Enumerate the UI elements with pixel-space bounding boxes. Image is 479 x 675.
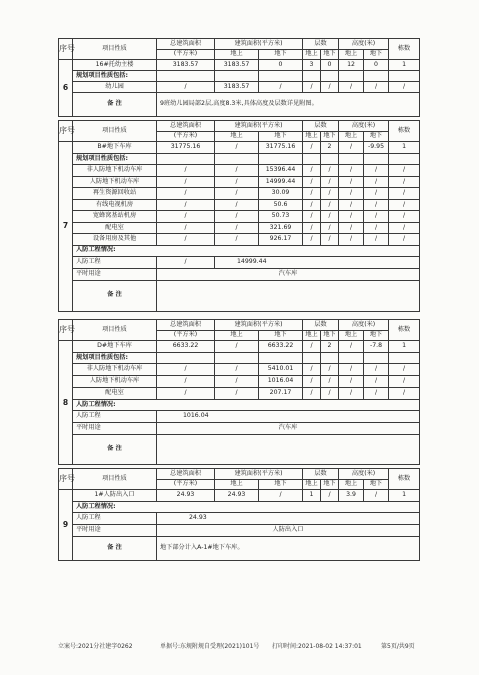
- header-height: 高度(米): [339, 320, 389, 331]
- cell-height-below: /: [364, 376, 389, 388]
- cell-count: /: [389, 199, 420, 211]
- cell-count: /: [389, 234, 420, 246]
- header-floors-below: 地下: [321, 50, 339, 60]
- header-area: 建筑面积(平方米): [215, 39, 303, 50]
- cell-total: /: [157, 199, 215, 211]
- header-nature: 项目性质: [73, 469, 157, 490]
- cell-below: 0: [259, 60, 303, 71]
- cell-floors-above: /: [303, 341, 321, 353]
- cell-height-below: /: [364, 165, 389, 177]
- table-row: [59, 60, 420, 71]
- cell-below: 1016.04: [259, 376, 303, 388]
- table-row: [59, 376, 420, 388]
- cell-floors-below: 2: [321, 341, 339, 353]
- header-height-below: 地下: [364, 50, 389, 60]
- cell-height-above: /: [339, 142, 364, 154]
- peacetime-label: 平时用途: [73, 423, 157, 435]
- cd-area: 14999.44: [215, 256, 420, 268]
- cell-below: 50.6: [259, 199, 303, 211]
- cd-project-label: 人防工程: [73, 513, 157, 525]
- cell-below: 321.69: [259, 222, 303, 234]
- header-floors-above: 地上: [303, 50, 321, 60]
- cell-total: 31775.16: [157, 142, 215, 154]
- header-seq: 序号: [59, 469, 73, 490]
- cell-height-above: /: [339, 376, 364, 388]
- cell-height-above: 3.9: [339, 490, 364, 502]
- header-nature: 项目性质: [73, 39, 157, 60]
- header-below: 地下: [259, 331, 303, 341]
- header-nature: 项目性质: [73, 121, 157, 142]
- cell-floors-below: /: [321, 222, 339, 234]
- cell-total: 6633.22: [157, 341, 215, 353]
- cell-count: /: [389, 188, 420, 200]
- cell-below: 926.17: [259, 234, 303, 246]
- cell-below: 6633.22: [259, 341, 303, 353]
- seq-number: 9: [59, 490, 73, 561]
- remarks-label: 备 注: [73, 280, 157, 311]
- cell-below: 15396.44: [259, 165, 303, 177]
- header-seq: 序号: [59, 39, 73, 60]
- cell-floors-above: /: [303, 376, 321, 388]
- table-row: [59, 423, 420, 435]
- cell-floors-above: /: [303, 176, 321, 188]
- cell-floors-below: /: [321, 176, 339, 188]
- table-row: [59, 188, 420, 200]
- remarks-label: 备 注: [73, 537, 157, 561]
- cell-floors-below: /: [321, 234, 339, 246]
- cell-height-below: /: [364, 82, 389, 93]
- header-seq: 序号: [59, 121, 73, 142]
- cell-above: 3183.57: [215, 60, 259, 71]
- building-name: B#地下车库: [73, 142, 157, 154]
- footer-filing-number: 立案号:2021分社建字0262: [58, 643, 133, 650]
- table-block-8: [58, 319, 420, 465]
- cell-height-above: /: [339, 364, 364, 376]
- cell-count: 1: [389, 341, 420, 353]
- peacetime-label: 平时用途: [73, 268, 157, 280]
- header-height-above: 地上: [339, 331, 364, 341]
- cell-count: /: [389, 376, 420, 388]
- cell-count: /: [389, 176, 420, 188]
- header-above: 地上: [215, 50, 259, 60]
- cell-height-above: /: [339, 82, 364, 93]
- cell-height-below: /: [364, 222, 389, 234]
- cell-total: /: [157, 376, 215, 388]
- table-row: [59, 388, 420, 400]
- cd-total: /: [157, 256, 215, 268]
- table-row: [59, 256, 420, 268]
- cell-below: /: [259, 490, 303, 502]
- cell-below: 14999.44: [259, 176, 303, 188]
- cell-below: 50.73: [259, 211, 303, 223]
- header-floors: 层数: [303, 121, 339, 132]
- header-seq: 序号: [59, 320, 73, 341]
- footer-page-number: 第5页/共9页: [381, 643, 415, 650]
- table-row: [59, 411, 420, 423]
- cell-above: /: [215, 388, 259, 400]
- cell-height-below: /: [364, 199, 389, 211]
- cell-height-above: /: [339, 199, 364, 211]
- header-area: 建筑面积(平方米): [215, 469, 303, 480]
- header-floors: 层数: [303, 469, 339, 480]
- header-floors-above: 地上: [303, 480, 321, 490]
- cell-above: /: [215, 211, 259, 223]
- remarks-label: 备 注: [73, 93, 157, 117]
- header-height-above: 地上: [339, 132, 364, 142]
- peacetime-use: 汽车库: [157, 268, 420, 280]
- cell-floors-below: /: [321, 82, 339, 93]
- cell-count: /: [389, 82, 420, 93]
- remarks-text: [157, 280, 420, 311]
- header-count: 栋数: [389, 39, 420, 60]
- cell-height-below: /: [364, 364, 389, 376]
- cell-height-below: /: [364, 490, 389, 502]
- cell-total: /: [157, 188, 215, 200]
- header-total-unit: (平方米): [157, 480, 215, 490]
- header-height-above: 地上: [339, 50, 364, 60]
- table-block-7: [58, 120, 420, 312]
- cell-height-above: /: [339, 341, 364, 353]
- table-row: [59, 211, 420, 223]
- cell-floors-below: /: [321, 388, 339, 400]
- seq-number: 6: [59, 60, 73, 117]
- header-height: 高度(米): [339, 469, 389, 480]
- remarks-text: [157, 435, 420, 465]
- cell-count: 1: [389, 490, 420, 502]
- cell-height-above: /: [339, 234, 364, 246]
- header-count: 栋数: [389, 320, 420, 341]
- header-total: 总建筑面积: [157, 39, 215, 50]
- cell-floors-below: 0: [321, 60, 339, 71]
- table-row: [59, 222, 420, 234]
- table-row: [59, 199, 420, 211]
- cell-name: 人防地下机动车库: [73, 376, 157, 388]
- cell-total: /: [157, 82, 215, 93]
- cell-height-above: /: [339, 188, 364, 200]
- cell-height-above: 12: [339, 60, 364, 71]
- cell-above: /: [215, 376, 259, 388]
- peacetime-label: 平时用途: [73, 525, 157, 537]
- cell-total: /: [157, 165, 215, 177]
- cell-height-below: /: [364, 176, 389, 188]
- cell-name: 再生资源回收站: [73, 188, 157, 200]
- cell-total: /: [157, 176, 215, 188]
- header-floors-above: 地上: [303, 132, 321, 142]
- plan-include-label: 规划项目性质包括:: [73, 154, 157, 165]
- header-height: 高度(米): [339, 39, 389, 50]
- cell-above: /: [215, 234, 259, 246]
- cell-below: 207.17: [259, 388, 303, 400]
- cell-above: /: [215, 176, 259, 188]
- header-total: 总建筑面积: [157, 469, 215, 480]
- cell-floors-above: /: [303, 199, 321, 211]
- table-row: [59, 364, 420, 376]
- header-below: 地下: [259, 480, 303, 490]
- cell-total: 3183.57: [157, 60, 215, 71]
- header-floors: 层数: [303, 39, 339, 50]
- header-above: 地上: [215, 132, 259, 142]
- remarks-text: 9班幼儿园局部2层,高度8.3米,具体高度及层数详见附图。: [157, 93, 420, 117]
- cell-name: 非人防地下机动车库: [73, 165, 157, 177]
- table-row: [59, 341, 420, 353]
- cell-below: 30.09: [259, 188, 303, 200]
- cell-floors-below: /: [321, 490, 339, 502]
- cell-total: /: [157, 364, 215, 376]
- cell-total: /: [157, 388, 215, 400]
- cell-height-above: /: [339, 176, 364, 188]
- footer-document-number: 单据号:东规附规自受理(2021)101号: [160, 643, 260, 650]
- building-name: 1#人防出入口: [73, 490, 157, 502]
- header-floors-below: 地下: [321, 480, 339, 490]
- cell-name: 幼儿园: [73, 82, 157, 93]
- cell-total: /: [157, 234, 215, 246]
- cell-floors-below: /: [321, 199, 339, 211]
- table-block-9: [58, 468, 420, 561]
- peacetime-use: 汽车库: [157, 423, 420, 435]
- cd-area: 24.93: [157, 513, 420, 525]
- header-floors: 层数: [303, 320, 339, 331]
- table-row: [59, 142, 420, 154]
- header-height-below: 地下: [364, 331, 389, 341]
- cell-name: 配电室: [73, 222, 157, 234]
- cell-above: 3183.57: [215, 82, 259, 93]
- peacetime-use: 人防出入口: [157, 525, 420, 537]
- seq-number: 7: [59, 142, 73, 312]
- cell-floors-above: /: [303, 165, 321, 177]
- plan-include-label: 规划项目性质包括:: [73, 353, 157, 364]
- cell-floors-above: 1: [303, 490, 321, 502]
- cell-total: /: [157, 211, 215, 223]
- cell-floors-above: /: [303, 82, 321, 93]
- cd-area: 1016.04: [157, 411, 420, 423]
- cd-project-label: 人防工程: [73, 256, 157, 268]
- cell-count: /: [389, 222, 420, 234]
- cell-count: 1: [389, 142, 420, 154]
- cell-name: 人防地下机动车库: [73, 176, 157, 188]
- cell-height-above: /: [339, 211, 364, 223]
- cell-count: /: [389, 388, 420, 400]
- header-above: 地上: [215, 331, 259, 341]
- cell-name: 有线电视机房: [73, 199, 157, 211]
- cell-floors-above: /: [303, 142, 321, 154]
- cell-name: 配电室: [73, 388, 157, 400]
- table-block-6: [58, 38, 420, 117]
- cell-floors-above: /: [303, 211, 321, 223]
- header-total-unit: (平方米): [157, 331, 215, 341]
- cell-above: /: [215, 222, 259, 234]
- cell-above: /: [215, 341, 259, 353]
- header-area: 建筑面积(平方米): [215, 121, 303, 132]
- civil-defense-label: 人防工程情况:: [73, 502, 420, 513]
- header-area: 建筑面积(平方米): [215, 320, 303, 331]
- header-count: 栋数: [389, 121, 420, 142]
- cell-floors-below: /: [321, 211, 339, 223]
- cell-height-below: -9.95: [364, 142, 389, 154]
- cell-count: /: [389, 364, 420, 376]
- header-above: 地上: [215, 480, 259, 490]
- cd-project-label: 人防工程: [73, 411, 157, 423]
- cell-height-below: /: [364, 188, 389, 200]
- cell-floors-above: /: [303, 234, 321, 246]
- cell-floors-above: 3: [303, 60, 321, 71]
- cell-count: 1: [389, 60, 420, 71]
- header-floors-below: 地下: [321, 132, 339, 142]
- cell-floors-below: /: [321, 376, 339, 388]
- cell-count: /: [389, 165, 420, 177]
- cell-name: 非人防地下机动车库: [73, 364, 157, 376]
- table-row: [59, 176, 420, 188]
- cell-height-below: /: [364, 211, 389, 223]
- cell-height-below: /: [364, 234, 389, 246]
- table-row: [59, 513, 420, 525]
- cell-floors-below: /: [321, 188, 339, 200]
- header-height-above: 地上: [339, 480, 364, 490]
- header-height-below: 地下: [364, 480, 389, 490]
- cell-below: 5410.01: [259, 364, 303, 376]
- table-row: [59, 165, 420, 177]
- cell-height-above: /: [339, 388, 364, 400]
- cell-floors-above: /: [303, 222, 321, 234]
- cell-above: /: [215, 364, 259, 376]
- header-nature: 项目性质: [73, 320, 157, 341]
- table-row: [59, 234, 420, 246]
- seq-number: 8: [59, 341, 73, 465]
- cell-name: 设备用房及其他: [73, 234, 157, 246]
- cell-below: 31775.16: [259, 142, 303, 154]
- cell-above: /: [215, 188, 259, 200]
- header-below: 地下: [259, 50, 303, 60]
- header-total: 总建筑面积: [157, 121, 215, 132]
- header-floors-below: 地下: [321, 331, 339, 341]
- header-total-unit: (平方米): [157, 132, 215, 142]
- cell-floors-below: /: [321, 165, 339, 177]
- cell-height-below: /: [364, 388, 389, 400]
- cell-above: /: [215, 199, 259, 211]
- cell-name: 宽蜂窝基站机房: [73, 211, 157, 223]
- building-name: D#地下车库: [73, 341, 157, 353]
- cell-floors-below: /: [321, 364, 339, 376]
- civil-defense-label: 人防工程情况:: [73, 245, 420, 256]
- header-below: 地下: [259, 132, 303, 142]
- cell-height-below: 0: [364, 60, 389, 71]
- civil-defense-label: 人防工程情况:: [73, 400, 420, 411]
- cell-floors-above: /: [303, 388, 321, 400]
- table-row: [59, 490, 420, 502]
- table-row: [59, 82, 420, 93]
- cell-total: /: [157, 222, 215, 234]
- header-count: 栋数: [389, 469, 420, 490]
- cell-floors-above: /: [303, 188, 321, 200]
- header-height: 高度(米): [339, 121, 389, 132]
- table-row: [59, 525, 420, 537]
- cell-total: 24.93: [157, 490, 215, 502]
- remarks-text: 地下部分计入A-1#地下车库。: [157, 537, 420, 561]
- cell-floors-below: 2: [321, 142, 339, 154]
- cell-height-above: /: [339, 165, 364, 177]
- header-total-unit: (平方米): [157, 50, 215, 60]
- plan-include-label: 规划项目性质包括:: [73, 71, 157, 82]
- cell-above: /: [215, 142, 259, 154]
- remarks-label: 备 注: [73, 435, 157, 465]
- cell-height-above: /: [339, 222, 364, 234]
- footer-print-time: 打印时间:2021-08-02 14:37:01: [272, 643, 362, 650]
- cell-above: 24.93: [215, 490, 259, 502]
- header-total: 总建筑面积: [157, 320, 215, 331]
- table-row: [59, 268, 420, 280]
- cell-below: /: [259, 82, 303, 93]
- cell-above: /: [215, 165, 259, 177]
- cell-floors-above: /: [303, 364, 321, 376]
- cell-count: /: [389, 211, 420, 223]
- building-name: 16#托幼主楼: [73, 60, 157, 71]
- cell-height-below: -7.8: [364, 341, 389, 353]
- header-height-below: 地下: [364, 132, 389, 142]
- header-floors-above: 地上: [303, 331, 321, 341]
